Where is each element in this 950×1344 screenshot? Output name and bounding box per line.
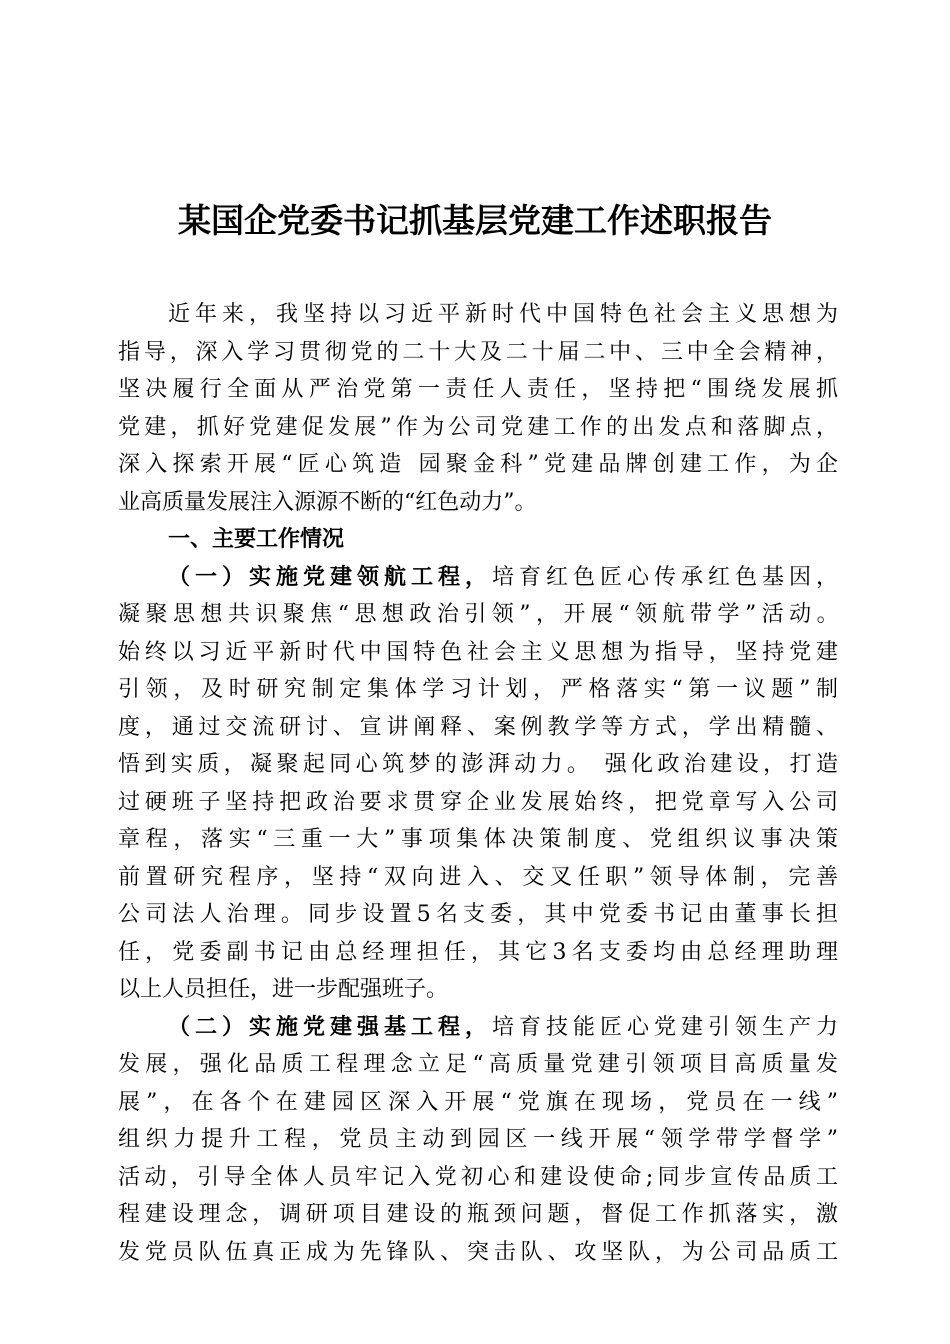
intro-line: 业高质量发展注入源源不断的“红色动力”。 — [118, 489, 537, 515]
paragraph-line: 程建设理念，调研项目建设的瓶颈问题，督促工作抓落实，激 — [118, 1202, 838, 1227]
paragraph-line: 展”，在各个在建园区深入开展“党旗在现场，党员在一线” — [118, 1089, 838, 1115]
intro-line: 近年来，我坚持以习近平新时代中国特色社会主义思想为 — [168, 302, 838, 327]
paragraph-text: 培育红色匠心传承红色基因， — [492, 564, 838, 590]
paragraph-line: 始终以习近平新时代中国特色社会主义思想为指导，坚持党建 — [118, 639, 838, 665]
sub-heading: （二）实施党建强基工程， — [168, 1013, 492, 1040]
document-title: 某国企党委书记抓基层党建工作述职报告 — [178, 201, 772, 240]
paragraph-line: 过硬班子坚持把政治要求贯穿企业发展始终，把党章写入公司 — [118, 789, 838, 815]
paragraph-line: 引领，及时研究制定集体学习计划，严格落实“第一议题”制 — [118, 677, 838, 702]
paragraph-line: 公司法人治理。同步设置5名支委，其中党委书记由董事长担 — [118, 902, 838, 927]
paragraph-line: 发党员队伍真正成为先锋队、突击队、攻坚队，为公司品质工 — [118, 1239, 838, 1265]
paragraph-line: 前置研究程序，坚持“双向进入、交叉任职”领导体制，完善 — [118, 864, 838, 890]
document-body — [118, 296, 838, 1271]
paragraph-line: 悟到实质，凝聚起同心筑梦的澎湃动力。 强化政治建设，打造 — [118, 752, 838, 777]
paragraph-line: 凝聚思想共识聚焦“思想政治引领”，开展“领航带学”活动。 — [118, 602, 838, 627]
section-heading: 一、主要工作情况 — [168, 526, 345, 552]
paragraph-line: 活动，引导全体人员牢记入党初心和建设使命;同步宣传品质工 — [118, 1164, 838, 1190]
paragraph-line — [118, 1009, 838, 1047]
paragraph-line: 组织力提升工程，党员主动到园区一线开展“领学带学督学” — [118, 1127, 838, 1152]
intro-line: 坚决履行全面从严治党第一责任人责任，坚持把“围绕发展抓 — [118, 377, 838, 402]
intro-line: 指导，深入学习贯彻党的二十大及二十届二中、三中全会精神， — [118, 339, 838, 365]
paragraph-line: 以上人员担任，进一步配强班子。 — [118, 977, 449, 1002]
paragraph-line — [118, 559, 838, 597]
intro-line: 党建，抓好党建促发展”作为公司党建工作的出发点和落脚点， — [118, 414, 838, 440]
paragraph-line: 发展，强化品质工程理念立足“高质量党建引领项目高质量发 — [118, 1052, 838, 1077]
sub-heading: （一）实施党建领航工程， — [168, 563, 492, 590]
paragraph-line: 度，通过交流研讨、宣讲阐释、案例教学等方式，学出精髓、 — [118, 714, 838, 740]
paragraph-text: 培育技能匠心党建引领生产力 — [492, 1014, 838, 1040]
intro-line: 深入探索开展“匠心筑造 园聚金科”党建品牌创建工作，为企 — [118, 452, 838, 477]
paragraph-line: 任，党委副书记由总经理担任，其它3名支委均由总经理助理 — [118, 939, 838, 965]
paragraph-line: 章程，落实“三重一大”事项集体决策制度、党组织议事决策 — [118, 827, 838, 852]
